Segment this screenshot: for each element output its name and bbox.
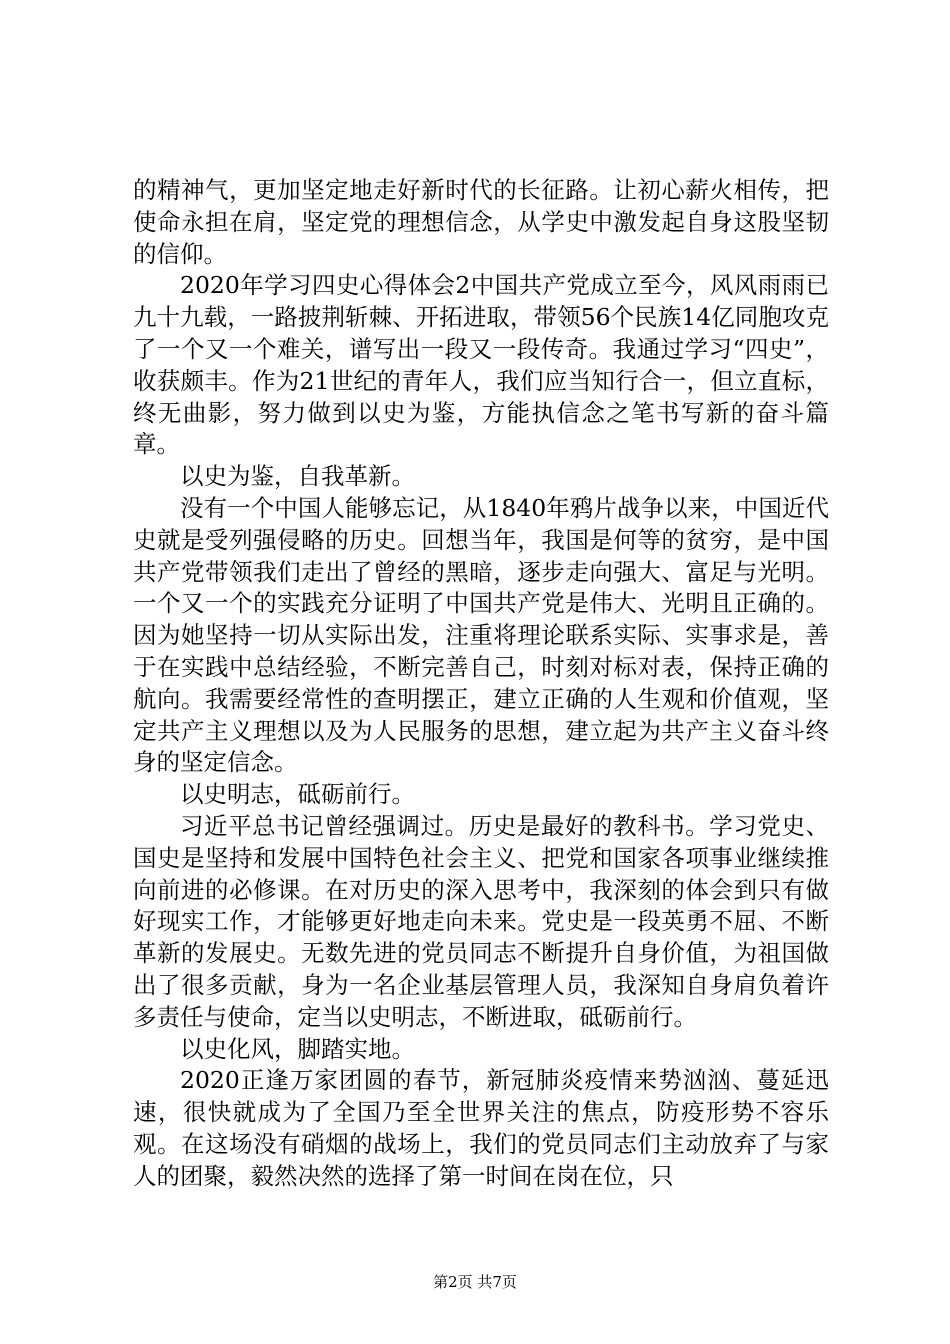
section-heading-self-renewal: 以史为鉴，自我革新。 [180,462,415,491]
section-heading-aspiration: 以史明志，砥砺前行。 [180,780,415,809]
paragraph-party-history: 习近平总书记曾经强调过。历史是最好的教科书。学习党史、国史是坚持和发展中国特色社会主义、把党和国家各项事业继续推向前进的必修课。在对历史的深入思考中，我深刻的体会到只有做好现实工作，才能够更好地走向未来。党史是一段英勇不屈、不断革新的发展史。无数先进的党员同志不断提升自身价值，为祖国做出了很多贡献，身为一名企业基层管理人员，我深知自身肩负着许多责任与使命，定当以史明志，不断进取，砥砺前行。 [133,811,829,1031]
paragraph-continuation: 的精神气，更加坚定地走好新时代的长征路。让初心薪火相传，把使命永担在肩，坚定党的理想信念，从学史中激发起自身这股坚韧的信仰。 [133,176,829,268]
paragraph-intro: 2020年学习四史心得体会2中国共产党成立至今，风风雨雨已九十九载，一路披荆斩棘、开拓进取，带领56个民族14亿同胞攻克了一个又一个难关，谱写出一段又一段传奇。我通过学习“四史”，收获颇丰。作为21世纪的青年人，我们应当知行合一，但立直标，终无曲影，努力做到以史为鉴，方能执信念之笔书写新的奋斗篇章。 [133,271,829,459]
page-number-footer: 第2页 共7页 [433,1273,517,1291]
paragraph-epidemic: 2020正逢万家团圆的春节，新冠肺炎疫情来势汹汹、蔓延迅速，很快就成为了全国乃至全世界关注的焦点，防疫形势不容乐观。在这场没有硝烟的战场上，我们的党员同志们主动放弃了与家人的团聚，毅然决然的选择了第一时间在岗在位，只 [133,1066,829,1190]
document-body [133,175,829,1193]
section-heading-down-to-earth: 以史化风，脚踏实地。 [180,1034,415,1063]
paragraph-history-lesson: 没有一个中国人能够忘记，从1840年鸦片战争以来，中国近代史就是受列强侵略的历史。回想当年，我国是何等的贫穷，是中国共产党带领我们走出了曾经的黑暗，逐步走向强大、富足与光明。一个又一个的实践充分证明了中国共产党是伟大、光明且正确的。因为她坚持一切从实际出发，注重将理论联系实际、实事求是，善于在实践中总结经验，不断完善自己，时刻对标对表，保持正确的航向。我需要经常性的查明摆正，建立正确的人生观和价值观，坚定共产主义理想以及为人民服务的思想，建立起为共产主义奋斗终身的坚定信念。 [133,493,829,777]
